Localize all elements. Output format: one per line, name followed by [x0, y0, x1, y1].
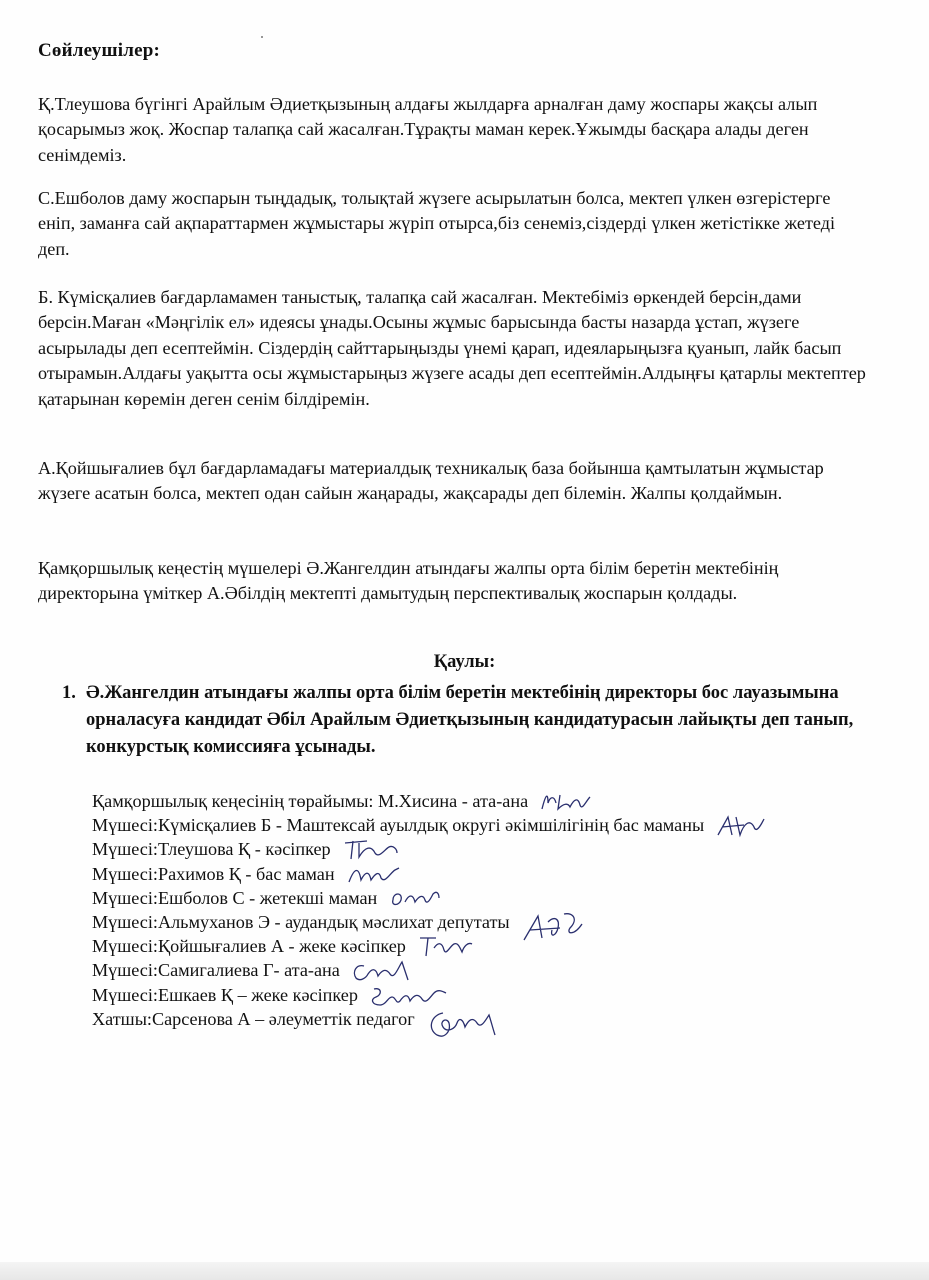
speaker-statement-koishygaliev: А.Қойшығалиев бұл бағдарламадағы материалдық техникалық база бойынша қамтылатын жұмыстар жүзеге асатын болса, мектеп одан сайын жаңарады, жақсарады деп білемін. Жалпы қолдаймын.: [38, 458, 824, 504]
member-text: Мүшесі:Күмісқалиев Б - Маштексай ауылдық округі әкімшілігінің бас маманы: [92, 815, 705, 836]
signature-image: [416, 934, 474, 958]
member-row-chair: [92, 789, 912, 813]
resolution-item-number: 1.: [62, 683, 76, 703]
member-row: [92, 910, 912, 934]
member-text: Хатшы:Сарсенова А – әлеуметтік педагог: [92, 1008, 415, 1029]
resolution-item-text: Ә.Жангелдин атындағы жалпы орта білім беретін мектебінің директоры бос лауазымына орналасуға кандидат Әбіл Арайлым Әдиетқызының кандидатурасын лайықты деп танып, конкурстық комиссияға ұсынады.: [86, 683, 854, 757]
signature-image: [341, 837, 401, 861]
member-row: [92, 862, 912, 886]
signature-image: [350, 958, 410, 982]
signature-image: [714, 813, 766, 837]
member-text: Мүшесі:Альмуханов Э - аудандық мәслихат депутаты: [92, 911, 510, 932]
signature-image: [520, 910, 590, 934]
member-row: [92, 886, 912, 910]
resolution-title: Қаулы:: [433, 652, 496, 672]
member-row: [92, 958, 912, 982]
speaker-statement-tleushova: Қ.Тлеушова бүгінгі Арайлым Әдиетқызының алдағы жылдарға арналған даму жоспары жақсы алып қосарымыз жоқ. Жоспар талапқа сай жасалған.Тұрақты маман керек.Ұжымды басқара алады деген сенімдеміз.: [38, 94, 818, 165]
member-row: [92, 813, 912, 837]
signature-image: [538, 789, 594, 813]
members-list: [92, 789, 912, 1031]
speakers-heading: Сөйлеушілер:: [38, 40, 160, 61]
member-text: Мүшесі:Ешкаев Қ – жеке кәсіпкер: [92, 984, 358, 1005]
member-text: Қамқоршылық кеңесінің төрайымы: М.Хисина - ата-ана: [92, 791, 529, 811]
member-text: Мүшесі:Рахимов Қ - бас маман: [92, 863, 335, 884]
signature-image: [387, 886, 443, 910]
member-row: [92, 983, 912, 1007]
speaker-statement-eshbolov: С.Ешболов даму жоспарын тыңдадық, толықтай жүзеге асырылатын болса, мектеп үлкен өзгерістерге еніп, заманға сай ақпараттармен жұмыстары жүріп отырса,біз сенеміз,сіздерді үлкен жетістікке жетеді деп.: [38, 188, 836, 259]
speaker-statement-kumiskaliev: Б. Күмісқалиев бағдарламамен таныстық, талапқа сай жасалған. Мектебіміз өркендей берсін,дами берсін.Маған «Мәңгілік ел» идеясы ұнады.Осыны жұмыс барысында басты назарда ұстап, жүзеге асырылады деп есептеймін. Сіздердің сайттарыңызды үнемі қарап, идеяларыңызға қуанып, лайк басып отырамын.Алдағы уақытта осы жұмыстарыңыз жүзеге асады деп есептеймін.Алдыңғы қатарлы мектептер қатарынан көремін деген сенім білдіремін.: [38, 287, 866, 409]
member-row: [92, 934, 912, 958]
council-support-statement: Қамқоршылық кеңестің мүшелері Ә.Жангелдин атындағы жалпы орта білім беретін мектебінің директорына үміткер А.Әбілдің мектепті дамытудың перспективалық жоспарын қолдады.: [38, 558, 779, 604]
signature-image: [368, 983, 448, 1007]
member-text: Мүшесі:Тлеушова Қ - кәсіпкер: [92, 839, 331, 860]
member-text: Мүшесі:Қойшығалиев А - жеке кәсіпкер: [92, 936, 406, 957]
signature-image: [345, 862, 403, 886]
scan-speck: [261, 36, 263, 38]
signature-image: [425, 1007, 497, 1031]
member-text: Мүшесі:Самигалиева Г- ата-ана: [92, 960, 340, 981]
member-row-secretary: [92, 1007, 912, 1031]
member-row: [92, 837, 912, 861]
member-text: Мүшесі:Ешболов С - жетекші маман: [92, 887, 378, 908]
resolution-item: [62, 680, 862, 761]
scan-edge: [0, 1262, 929, 1280]
